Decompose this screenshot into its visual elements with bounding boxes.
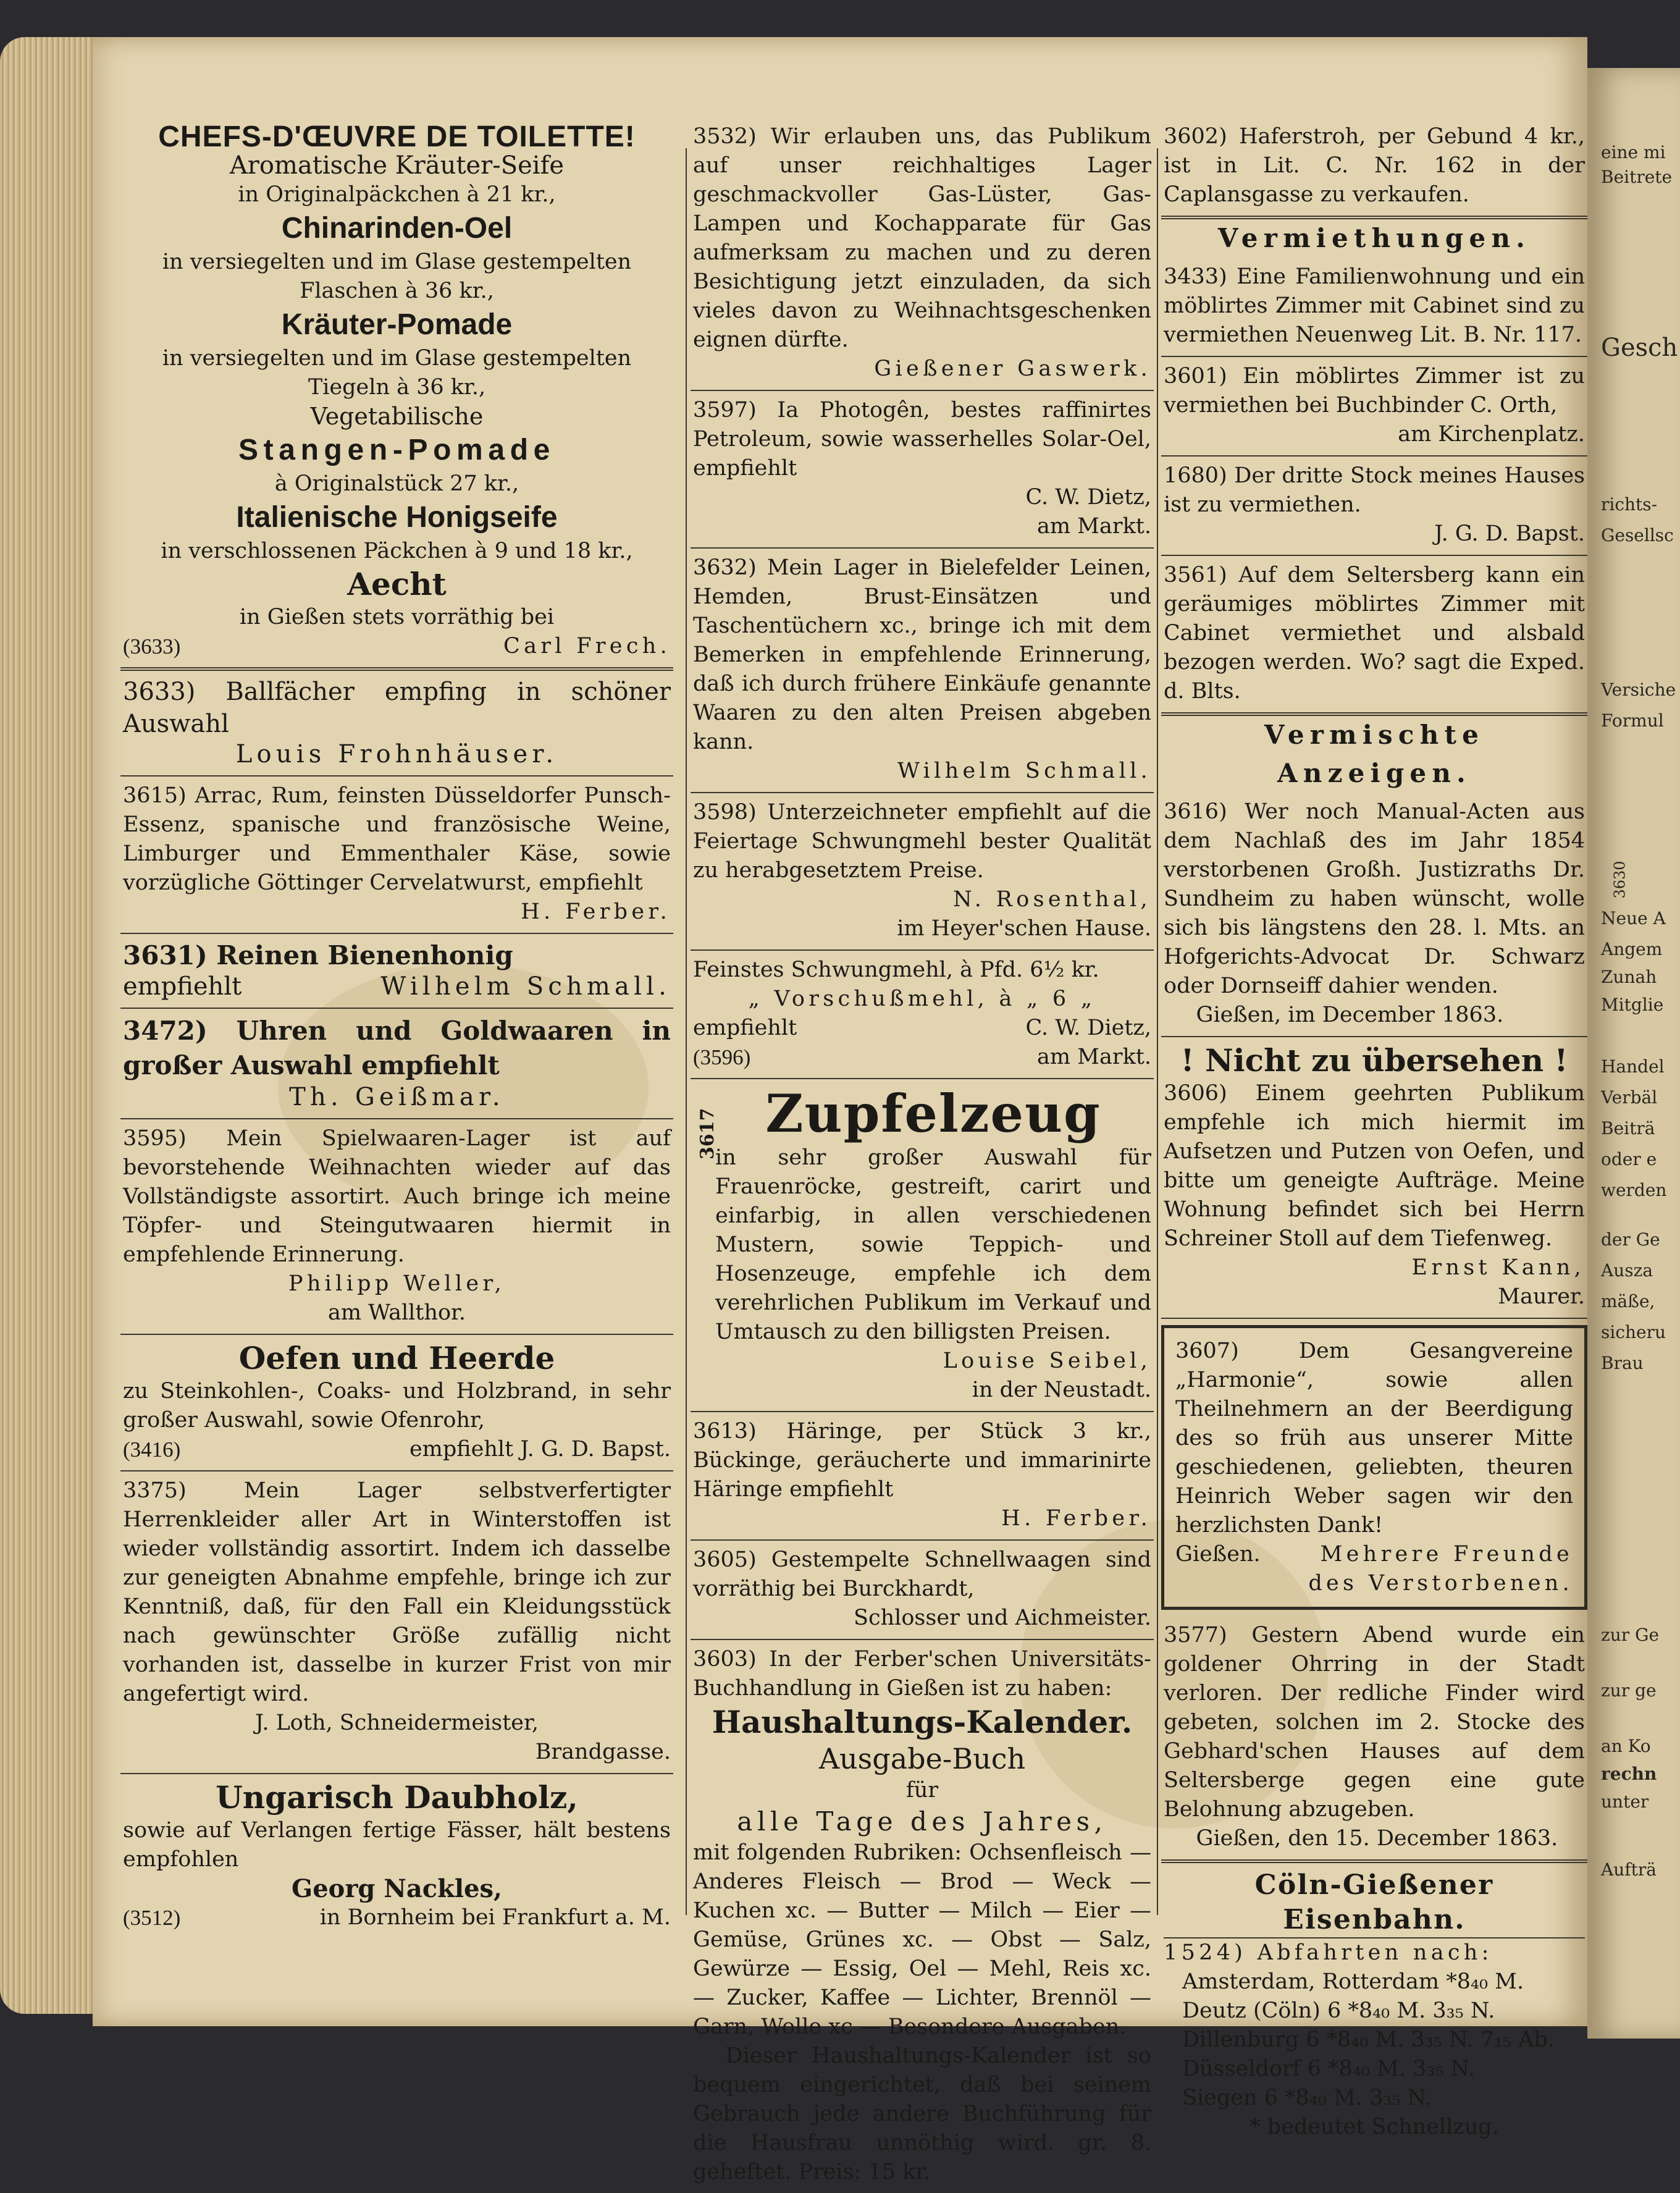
fragment-text: Beitrete (1601, 167, 1673, 187)
ad-place: Gießen. (1175, 1542, 1261, 1567)
fragment-text: Neue A (1601, 908, 1666, 928)
ad-manual-acten (1161, 793, 1587, 1037)
ad-schwungmehl (691, 793, 1154, 951)
fragment-text: Aufträ (1601, 1859, 1657, 1880)
ad-product: Italienische Honigseife (236, 501, 558, 534)
fragment-text: unter (1601, 1791, 1649, 1812)
ad-signature: des Verstorbenen. (1308, 1571, 1573, 1596)
ad-daubholz (120, 1774, 673, 1938)
ad-title: ! Nicht zu übersehen ! (1180, 1042, 1568, 1079)
timetable-row: Deutz (Cöln) 6 *8₄₀ M. 3₃₅ N. (1182, 1998, 1495, 2023)
ad-dritter-stock (1161, 457, 1587, 556)
ad-text: 3433) Eine Familienwohnung und ein möblirtes Zimmer mit Cabinet sind zu vermiethen Neuenweg Lit. B. Nr. 117. (1164, 264, 1585, 347)
ad-signature: Th. Geißmar. (289, 1083, 505, 1111)
fragment-text: Zunah (1601, 967, 1657, 987)
ad-text: 3633) Ballfächer empfing in schöner Auswahl (123, 678, 671, 738)
ad-oefen (120, 1335, 673, 1471)
fragment-text: eine mi (1601, 142, 1666, 162)
ad-signature: Louis Frohnhäuser. (235, 740, 558, 768)
ad-title: Oefen und Heerde (238, 1340, 555, 1376)
ad-line: in Originalpäckchen à 21 kr., (238, 182, 556, 207)
ad-moebl-zimmer (1161, 357, 1587, 457)
ad-haeringe (691, 1412, 1154, 1541)
ad-uhren (120, 1009, 673, 1119)
fragment-text: 3630 (1611, 861, 1629, 899)
section-heading-vermischte: Vermischte Anzeigen. (1264, 720, 1485, 788)
ad-product: Chinarinden-Oel (281, 212, 513, 245)
ad-bienenhonig (120, 934, 673, 1009)
ad-text: „ Vorschußmehl, à „ 6 „ (748, 987, 1096, 1011)
ad-text: 3472) Uhren und Goldwaaren in großer Auswahl empfiehlt (123, 1016, 671, 1080)
fragment-text: Gesch (1601, 334, 1678, 362)
ad-line: Vegetabilische (310, 403, 484, 430)
ad-arrac (120, 777, 673, 934)
ad-haferstroh (1161, 117, 1587, 219)
fragment-text: Mitglie (1601, 995, 1664, 1015)
ad-signature: empfiehlt J. G. D. Bapst. (409, 1437, 671, 1462)
fragment-text: Brau (1601, 1353, 1644, 1373)
ad-date: Gießen, den 15. December 1863. (1196, 1826, 1558, 1851)
ad-signature: N. Rosenthal, (953, 887, 1151, 912)
ad-title: Cöln-Gießener Eisenbahn. (1164, 1868, 1585, 1938)
ad-line: für (905, 1778, 939, 1803)
ad-seltersberg (1161, 556, 1587, 716)
fragment-text: richts- (1601, 494, 1658, 515)
timetable-row: Amsterdam, Rotterdam *8₄₀ M. (1182, 1969, 1524, 1994)
ad-text: 1680) Der dritte Stock meines Hauses ist zu vermiethen. (1164, 463, 1585, 517)
ad-title: Ungarisch Daubholz, (216, 1779, 578, 1816)
ad-subtitle: Ausgabe-Buch (818, 1742, 1026, 1775)
ad-number: (3416) (123, 1437, 181, 1462)
ad-signature: Wilhelm Schmall. (380, 972, 671, 1001)
ad-signature: C. W. Dietz, (1025, 485, 1151, 510)
ad-text: 3632) Mein Lager in Bielefelder Leinen, Hemden, Brust-Einsätzen und Taschentüchern xc., bringe ich mit dem Bemerken in empfehlende Erinnerung, daß ich durch frühere Einkäufe genannte Waaren zu den alten Preisen abgeben kann. (693, 555, 1151, 754)
ad-signature: Ernst Kann, (1411, 1255, 1585, 1280)
ad-signature: Mehrere Freunde (1320, 1542, 1573, 1567)
fragment-text: Ausza (1601, 1260, 1653, 1281)
ad-text: 3597) Ia Photogên, bestes raffinirtes Petroleum, sowie wasserhelles Solar-Oel, empfiehlt (693, 398, 1151, 481)
fragment-text: Formul (1601, 710, 1664, 731)
fragment-text: mäße, (1601, 1291, 1655, 1311)
ad-text: 3375) Mein Lager selbstverfertigter Herrenkleider aller Art in Winterstoffen ist wieder vollständig assortirt. Indem ich dasselbe zur geneigten Abnahme empfehle, bringe ich zur Kenntniß, daß, für den Fall ein Kleidungsstück nach gewünschter Größe zufällig nicht vorhanden ist, dasselbe in kurzer Frist von mir angefertigt wird. (123, 1478, 671, 1706)
column-right (1161, 117, 1587, 2139)
timetable-row: Siegen 6 *8₄₀ M. 3₃₅ N. (1182, 2086, 1432, 2110)
ad-text: 3613) Häringe, per Stück 3 kr., Bückinge, geräucherte und immarinirte Häringe empfiehlt (693, 1419, 1151, 1502)
ad-signature: J. G. D. Bapst. (1434, 521, 1585, 546)
ad-herrenkleider (120, 1471, 673, 1774)
ad-haushaltungs-kalender (691, 1640, 1154, 2193)
ad-signature: am Wallthor. (327, 1300, 466, 1325)
ad-spielwaaren (120, 1119, 673, 1335)
ad-signature: Georg Nackles, (292, 1874, 502, 1903)
ad-line: in versiegelten und im Glase gestempelten Tiegeln à 36 kr., (162, 346, 632, 400)
ad-gaswerk (691, 117, 1154, 391)
column-left (120, 117, 673, 1946)
ad-schnellwaagen (691, 1541, 1154, 1640)
timetable-row: Düsseldorf 6 *8₄₀ M. 3₃₅ N. (1182, 2056, 1476, 2081)
ad-chefs-doeuvre (120, 117, 673, 671)
ad-signature: H. Ferber. (521, 899, 671, 924)
ad-line: Aecht (347, 566, 447, 602)
ad-text: 3603) In der Ferber'schen Universitäts-Buchhandlung in Gießen ist zu haben: (693, 1647, 1151, 1701)
ad-text: 3598) Unterzeichneter empfiehlt auf die Feiertage Schwungmehl bester Qualität zu herabgesetztem Preise. (693, 800, 1151, 883)
ad-text: in sehr großer Auswahl für Frauenröcke, gestreift, carirt und einfarbig, in allen verschiedenen Mustern, sowie Teppich- und Hosenzeuge, empfehle ich dem verehrlichen Publikum im Verkauf und Umtausch zu den billigsten Preisen. (715, 1145, 1151, 1344)
fragment-text: Gesellsc (1601, 525, 1674, 545)
ad-signature: H. Ferber. (1001, 1506, 1151, 1531)
timetable-note: * bedeutet Schnellzug. (1250, 2115, 1499, 2139)
fragment-text: Handel (1601, 1056, 1665, 1077)
ad-familienwohnung (1161, 258, 1587, 357)
ad-photogen (691, 391, 1154, 549)
ad-signature: in der Neustadt. (972, 1378, 1151, 1402)
ad-text: Feinstes Schwungmehl, à Pfd. 6½ kr. (693, 958, 1099, 982)
section-heading-vermiethungen: Vermiethungen. (1217, 223, 1531, 253)
ad-signature: Louise Seibel, (943, 1349, 1151, 1373)
ad-number: (3596) (693, 1045, 751, 1069)
ad-signature: Schlosser und Aichmeister. (854, 1606, 1151, 1630)
ad-line: alle Tage des Jahres, (737, 1806, 1107, 1837)
fragment-text: oder e (1601, 1149, 1657, 1169)
column-rule (686, 148, 687, 1915)
ad-line: Aromatische Kräuter-Seife (229, 151, 565, 180)
ad-signature: Wilhelm Schmall. (897, 759, 1151, 783)
ad-text: mit folgenden Rubriken: Ochsenfleisch — Anderes Fleisch — Brod — Weck — Kuchen xc. — Butter — Milch — Eier — Gemüse, Grünes xc. — Obst — Salz, Gewürze — Essig, Oel — Mehl, Reis xc. — Zucker, Kaffee — Lichter, Brennöl — Garn, Wolle xc — Besondere Ausgaben. (693, 1840, 1151, 2039)
ad-product: Kräuter-Pomade (281, 308, 513, 341)
ad-nicht-uebersehen (1161, 1037, 1587, 1319)
column-middle (691, 117, 1154, 2184)
ad-signature: am Kirchenplatz. (1398, 422, 1585, 447)
column-rule (1157, 148, 1158, 1915)
ad-text: 3595) Mein Spielwaaren-Lager ist auf bevorstehende Weihnachten wieder auf das Vollständigste assortirt. Auch bringe ich meine Töpfer- und Steingutwaaren hiermit in empfehlende Erinnerung. (123, 1126, 671, 1267)
ad-text: 3561) Auf dem Seltersberg kann ein geräumiges möblirtes Zimmer mit Cabinet vermiethet und alsbald bezogen werden. Wo? sagt die Exped. d. Blts. (1164, 563, 1585, 704)
ad-number: (3633) (123, 634, 181, 659)
ad-leinen (691, 549, 1154, 793)
ad-text: 3616) Wer noch Manual-Acten aus dem Nachlaß des im Jahr 1854 verstorbenen Großh. Justizraths Dr. Sundheim zu haben wünscht, wolle sich bis längstens den 28. l. Mts. an Hofgerichts-Advocat Dr. Schwarz oder Dornseiff dahier wenden. (1164, 799, 1585, 998)
ad-eisenbahn (1161, 1863, 1587, 2148)
ad-text: zu Steinkohlen-, Coaks- und Holzbrand, in sehr großer Auswahl, sowie Ofenrohr, (123, 1379, 671, 1433)
fragment-text: rechn (1601, 1764, 1657, 1784)
ad-number: 3617 (697, 1108, 718, 1160)
fragment-text: an Ko (1601, 1736, 1651, 1756)
ad-text: empfiehlt (123, 972, 242, 1001)
fragment-text: zur Ge (1601, 1625, 1660, 1645)
ad-text: empfiehlt (693, 1016, 797, 1040)
ad-signature: J. Loth, Schneidermeister, (255, 1711, 539, 1735)
ad-line: à Originalstück 27 kr., (274, 471, 519, 496)
ad-danksagung (1161, 1325, 1587, 1610)
ad-ohrring (1161, 1616, 1587, 1863)
ad-text: 1524) Abfahrten nach: (1164, 1940, 1493, 1965)
ad-signature: im Heyer'schen Hause. (897, 916, 1151, 941)
ad-text: 3601) Ein möblirtes Zimmer ist zu vermiethen bei Buchbinder C. Orth, (1164, 364, 1585, 418)
fragment-text: zur ge (1601, 1680, 1657, 1701)
ad-text: 3607) Dem Gesangvereine „Harmonie“, sowie allen Theilnehmern an der Beerdigung des so früh aus unserer Mitte geschiedenen, geliebten, theuren Heinrich Weber sagen wir den herzlichsten Dank! (1175, 1339, 1573, 1538)
ad-feinstes-mehl (691, 951, 1154, 1079)
ad-signature: Gießener Gaswerk. (874, 356, 1151, 381)
ad-text: 3577) Gestern Abend wurde ein goldener Ohrring in der Stadt verloren. Der redliche Finder wird gebeten, solchen im 2. Stocke des Gebhard'schen Hauses auf dem Seltersberge gegen eine gute Belohnung abzugeben. (1164, 1623, 1585, 1822)
timetable-row: Dillenburg 6 *8₄₀ M. 3₃₅ N. 7₁₅ Ab. (1182, 2027, 1555, 2052)
fragment-text: werden (1601, 1180, 1667, 1200)
ad-product: Stangen-Pomade (238, 434, 556, 466)
ad-line: in versiegelten und im Glase gestempelten Flaschen à 36 kr., (162, 250, 632, 303)
ad-ballfaecher (120, 671, 673, 777)
ad-signature: Carl Frech. (503, 634, 671, 659)
ad-title: CHEFS-D'ŒUVRE DE TOILETTE! (158, 120, 636, 153)
ad-line: in verschlossenen Päckchen à 9 und 18 kr., (161, 539, 633, 563)
ad-text: 3605) Gestempelte Schnellwaagen sind vorräthig bei Burckhardt, (693, 1547, 1151, 1601)
ad-signature: am Markt. (1036, 1045, 1151, 1069)
fragment-text: Angem (1601, 939, 1663, 959)
fragment-text: Versiche (1601, 680, 1676, 700)
ad-text: 3532) Wir erlauben uns, das Publikum auf unser reichhaltiges Lager geschmackvoller Gas-Lüster, Gas-Lampen und Kochapparate für Gas aufmerksam zu machen und zu deren Besichtigung jetzt einzuladen, da sich vieles davon zu Weihnachtsgeschenken eignen dürfte. (693, 124, 1151, 352)
ad-text: 3606) Einem geehrten Publikum empfehle ich mich hiermit im Aufsetzen und Putzen von Oefen, und bitte um geneigte Aufträge. Meine Wohnung befindet sich bei Herrn Schreiner Stoll auf dem Tiefenweg. (1164, 1081, 1585, 1251)
ad-place: in Bornheim bei Frankfurt a. M. (319, 1905, 671, 1930)
ad-title: Haushaltungs-Kalender. (712, 1704, 1133, 1740)
ad-signature: Maurer. (1498, 1284, 1585, 1309)
ad-line: in Gießen stets vorräthig bei (239, 605, 555, 629)
ad-title: Zupfelzeug (765, 1083, 1101, 1144)
ad-signature: Philipp Weller, (288, 1271, 506, 1296)
ad-zupfelzeug (691, 1079, 1154, 1412)
facing-page-fragment (1587, 68, 1680, 2039)
ad-text: 3602) Haferstroh, per Gebund 4 kr., ist in Lit. C. Nr. 162 in der Caplansgasse zu verkaufen. (1164, 124, 1585, 207)
fragment-text: Beiträ (1601, 1118, 1655, 1139)
ad-text: sowie auf Verlangen fertige Fässer, hält bestens empfohlen (123, 1818, 671, 1872)
ad-signature: Brandgasse. (535, 1740, 671, 1764)
ad-text: 3631) Reinen Bienenhonig (123, 940, 513, 970)
fragment-text: der Ge (1601, 1229, 1660, 1250)
ad-number: (3512) (123, 1906, 181, 1930)
ad-text: Dieser Haushaltungs-Kalender ist so bequem eingerichtet, daß bei seinem Gebrauch jede andere Buchführung für die Hausfrau unnöthig wird. gr. 8. geheftet. Preis: 15 kr. (693, 2044, 1151, 2184)
fragment-text: Verbäl (1601, 1087, 1658, 1108)
ad-date: Gießen, im December 1863. (1196, 1003, 1504, 1027)
ad-signature: C. W. Dietz, (1025, 1016, 1151, 1040)
ad-signature: am Markt. (1036, 514, 1151, 539)
fragment-text: sicheru (1601, 1322, 1666, 1342)
ad-text: 3615) Arrac, Rum, feinsten Düsseldorfer Punsch-Essenz, spanische und französische Weine, Limburger und Emmenthaler Käse, sowie vorzügliche Göttinger Cervelatwurst, empfiehlt (123, 783, 671, 895)
